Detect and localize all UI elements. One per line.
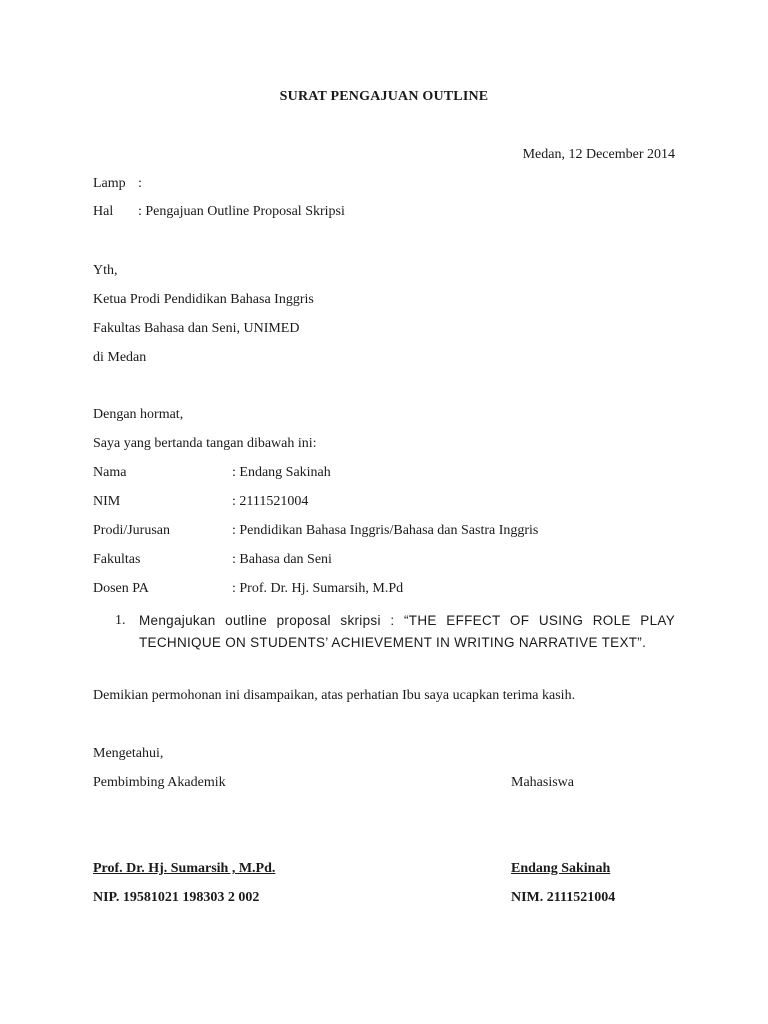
field-label: Prodi/Jurusan (93, 523, 170, 538)
closing-text: Demikian permohonan ini disampaikan, atas perhatian Ibu saya ucapkan terima kasih. (93, 688, 576, 703)
acknowledged-label: Mengetahui, (93, 746, 164, 761)
field-value: : Endang Sakinah (232, 465, 331, 480)
recipient-line-3: di Medan (93, 350, 147, 365)
recipient-line-2: Fakultas Bahasa dan Seni, UNIMED (93, 321, 300, 336)
field-value: : Pendidikan Bahasa Inggris/Bahasa dan Sastra Inggris (232, 523, 539, 538)
recipient-salutation: Yth, (93, 263, 118, 278)
letter-date: Medan, 12 December 2014 (522, 147, 675, 162)
field-label: Dosen PA (93, 581, 149, 596)
lamp-label: Lamp (93, 176, 126, 191)
field-value: : 2111521004 (232, 494, 309, 509)
signature-right-id: NIM. 2111521004 (511, 890, 616, 905)
field-value: : Bahasa dan Seni (232, 552, 332, 567)
recipient-line-1: Ketua Prodi Pendidikan Bahasa Inggris (93, 292, 314, 307)
field-value: : Prof. Dr. Hj. Sumarsih, M.Pd (232, 581, 404, 596)
lamp-separator: : (138, 176, 142, 191)
list-item-number: 1. (115, 613, 126, 628)
intro-text: Saya yang bertanda tangan dibawah ini: (93, 436, 317, 451)
field-label: Nama (93, 465, 127, 480)
list-item-text: Mengajukan outline proposal skripsi : “THE EFFECT OF USING ROLE PLAY TECHNIQUE ON STUDENTS’ ACHIEVEMENT IN WRITING NARRATIVE TEXT”. (139, 613, 675, 650)
signature-left-role: Pembimbing Akademik (93, 775, 226, 790)
hal-value: : Pengajuan Outline Proposal Skripsi (138, 204, 345, 219)
letter-title: SURAT PENGAJUAN OUTLINE (279, 89, 489, 104)
greeting: Dengan hormat, (93, 407, 184, 422)
field-label: Fakultas (93, 552, 141, 567)
field-label: NIM (93, 494, 121, 509)
signature-right-role: Mahasiswa (511, 775, 574, 790)
signature-left-id: NIP. 19581021 198303 2 002 (93, 890, 260, 905)
signature-right-name: Endang Sakinah (511, 861, 611, 876)
hal-label: Hal (93, 204, 114, 219)
signature-left-name: Prof. Dr. Hj. Sumarsih , M.Pd. (93, 861, 276, 876)
